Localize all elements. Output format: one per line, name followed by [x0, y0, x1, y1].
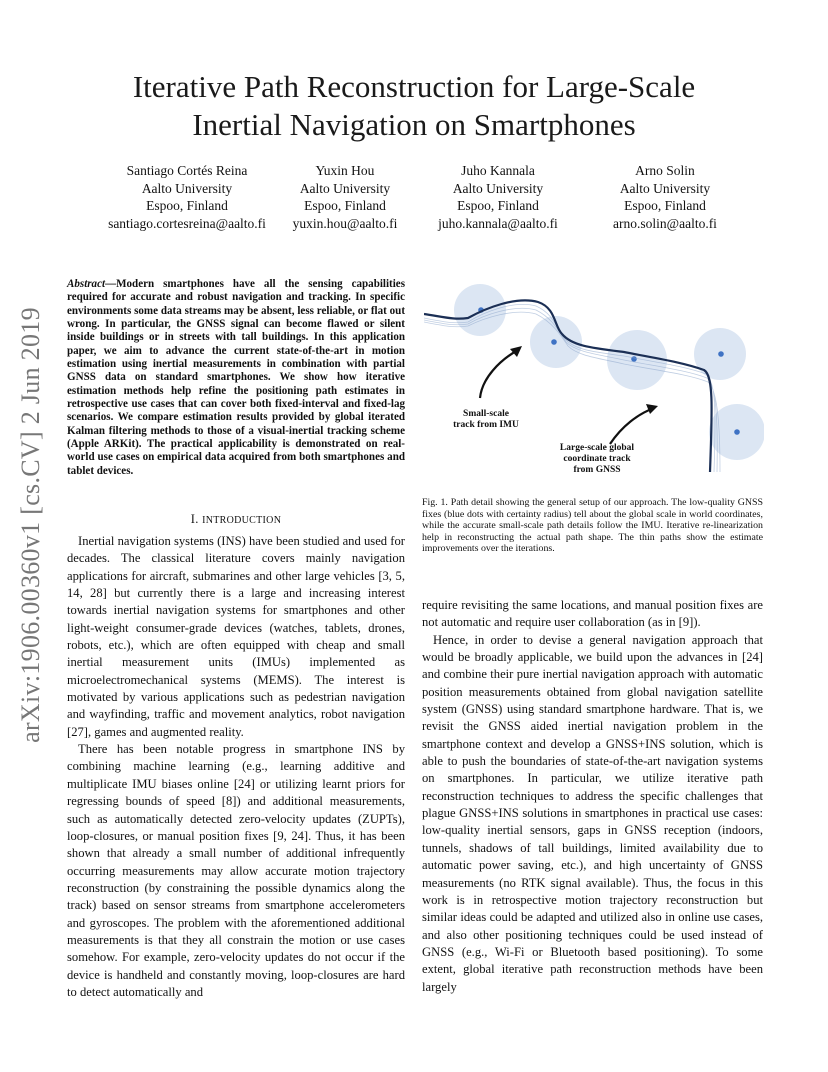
intro-left-column	[67, 533, 405, 1001]
author-email: santiago.cortesreina@aalto.fi	[108, 215, 266, 231]
gnss-dot	[734, 429, 740, 435]
paragraph: require revisiting the same locations, and manual position fixes are not automatic and require user collaboration (as in [9]).	[422, 598, 763, 630]
abstract-text: —Modern smartphones have all the sensing capabilities required for accurate and robust navigation and tracking. In specific environments some data streams may be absent, less reliable, or flat out wrong. In particular, the GNSS signal can become flawed or silent inside buildings or in streets with tall buildings. In this application paper, we aim to advance the current state-of-the-art in motion estimation using inertial measurements in combination with partial GNSS data on standard smartphones. We show how iterative estimation methods help refine the positioning path estimates in retrospective use cases that can cover both fixed-interval and fixed-lag scenarios. We compare estimation results provided by global iterated Kalman filtering methods to those of a visual-inertial tracking scheme (Apple ARKit). The practical applicability is demonstrated on real-world use cases on empirical data acquired from both smartphones and tablet devices.	[67, 278, 405, 477]
title-line-1: Iterative Path Reconstruction for Large-Scale	[132, 69, 696, 104]
arrow-small-scale	[480, 350, 518, 398]
author-block	[592, 162, 738, 232]
author-name: Yuxin Hou	[315, 163, 375, 178]
section-title: INTRODUCTION	[202, 515, 282, 526]
label-line: track from IMU	[453, 420, 519, 430]
section-number: I.	[190, 512, 199, 526]
title-line-2: Inertial Navigation on Smartphones	[192, 107, 636, 142]
arrowhead-icon	[646, 404, 658, 414]
author-email: juho.kannala@aalto.fi	[438, 215, 558, 231]
author-name: Arno Solin	[635, 163, 695, 178]
paragraph: Hence, in order to devise a general navigation approach that would be broadly applicable, we build upon the advances in [24] and combine their pure inertial navigation approach with automatic position measurements obtained from global navigation satellite system (GNSS) using standard smartphone hardware. That is, we revisit the GNSS aided inertial navigation problem in the smartphone context and develop a GNSS+INS solution, which is able to push the boundaries of state-of-the-art navigation systems on smartphones. In particular, we utilize iterative path reconstruction techniques to address the specific challenges that plague GNSS+INS solutions in smartphones in practical use cases: low-quality inertial sensors, gaps in GNSS reception (indoors, tunnels, shadows of tall buildings, limited availability due to automatic power saving, etc.), and high uncertainty of GNSS measurements (no RTK signal available). Thus, the focus in this work is in retrospective motion trajectory reconstruction but similar ideas could be adapted and utilized also in online use cases, and also other positioning techniques could be used instead of GNSS (e.g., Wi-Fi or Bluetooth based positioning). To some extent, global iterative path reconstruction methods have been largely	[422, 632, 763, 994]
arrowhead-icon	[510, 346, 522, 357]
label-line: coordinate track	[563, 454, 631, 464]
label-small-scale	[436, 409, 536, 431]
author-block	[425, 162, 571, 232]
label-line: Small-scale	[463, 409, 509, 419]
author-name: Juho Kannala	[461, 163, 535, 178]
author-block	[82, 162, 292, 232]
author-location: Espoo, Finland	[146, 198, 228, 213]
abstract	[67, 278, 405, 478]
author-location: Espoo, Finland	[304, 198, 386, 213]
author-email: arno.solin@aalto.fi	[613, 215, 717, 231]
author-name: Santiago Cortés Reina	[126, 163, 248, 178]
arrow-large-scale	[610, 408, 654, 444]
author-affiliation: Aalto University	[619, 180, 711, 196]
gnss-circle	[607, 330, 667, 390]
abstract-label: Abstract	[67, 278, 106, 290]
gnss-dot	[631, 356, 637, 362]
label-large-scale	[542, 443, 652, 476]
arxiv-identifier: arXiv:1906.00360v1 [cs.CV] 2 Jun 2019	[16, 307, 45, 743]
label-line: from GNSS	[573, 465, 621, 475]
author-location: Espoo, Finland	[624, 198, 706, 213]
paragraph: There has been notable progress in smartphone INS by combining machine learning (e.g., learning additive and multiplicate IMU biases online [24] or utilizing learnt priors for regressing bounds of speed [8]) and additional measurements, such as automatically detected zero-velocity updates (ZUPTs), loop-closures, or manual position fixes [9, 24]. Thus, it has been shown that already a small number of additional infrequently occurring measurements may allow accurate motion trajectory reconstruction (by constraining the possible dynamics along the track) based on sensor streams from smartphone accelerometers and gyroscopes. The problem with the aforementioned additional measurements is that they all constrain the motion or use cases somehow. For example, zero-velocity updates do not occur if the device is handheld and constantly moving, loop-closures are hard to detect automatically and	[67, 742, 405, 999]
arxiv-stamp	[6, 290, 56, 760]
gnss-uncertainty-circles	[454, 284, 764, 460]
figure-caption: Fig. 1. Path detail showing the general setup of our approach. The low-quality GNSS fixes (blue dots with certainty radius) tell about the global scale in world coordinates, while the accurate small-scale path details follow the IMU. Iterative re-linearization help in reconstructing the actual path shape. The thin paths show the estimate improvements over the iterations.	[422, 497, 763, 555]
section-heading	[67, 512, 405, 527]
gnss-dot	[718, 351, 724, 357]
figure-1	[424, 282, 764, 475]
author-affiliation: Aalto University	[141, 180, 233, 196]
gnss-dot	[551, 339, 557, 345]
author-block	[270, 162, 420, 232]
label-line: Large-scale global	[559, 443, 635, 453]
author-email: yuxin.hou@aalto.fi	[292, 215, 398, 231]
author-affiliation: Aalto University	[452, 180, 544, 196]
paragraph: Inertial navigation systems (INS) have been studied and used for decades. The classical literature covers mainly navigation applications for aircraft, submarines and other large vehicles [3, 5, 14, 28] but currently there is a large and increasing interest towards inertial navigation systems for smartphones and other light-weight consumer-grade devices (watches, tablets, drones, robots, etc.), which are often equipped with cheap and small inertial measurement units (IMUs) implemented as microelectromechanical systems (MEMS). The interest is motivated by various applications such as pedestrian navigation and wayfinding, traffic and movement analytics, robot navigation [27], games and augmented reality.	[67, 534, 405, 739]
author-location: Espoo, Finland	[457, 198, 539, 213]
author-affiliation: Aalto University	[299, 180, 391, 196]
intro-right-column	[422, 597, 763, 996]
paper-title	[60, 68, 768, 144]
